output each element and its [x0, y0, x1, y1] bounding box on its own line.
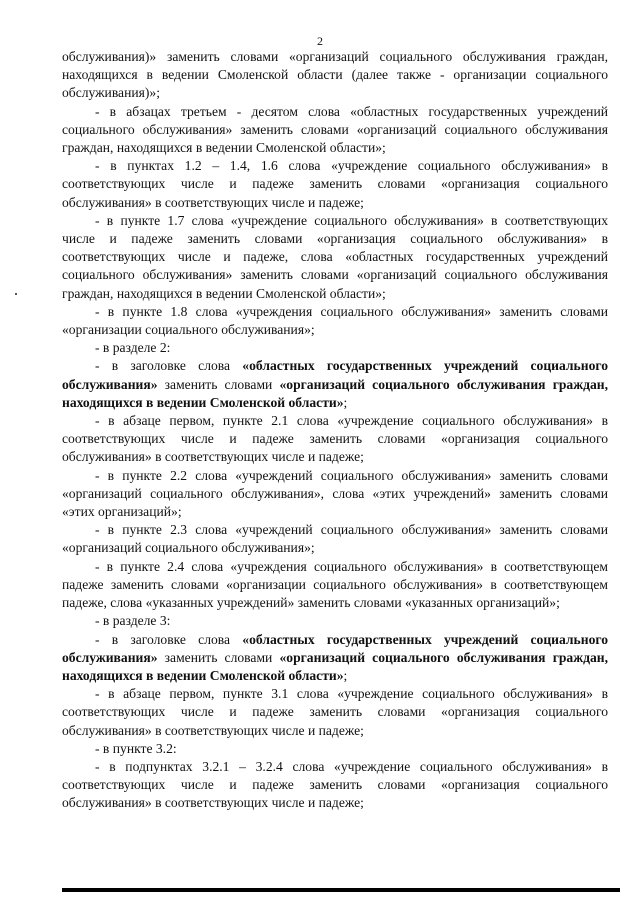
text-segment: - в абзацах третьем - десятом слова «областных государственных учреждений социального обслуживания» заменить словами «организаций социального обслуживания граждан, находящихся в ведении Смоленской области»; [62, 103, 608, 156]
paragraph [62, 740, 608, 758]
text-segment: ; [343, 394, 348, 410]
text-segment: - в подпунктах 3.2.1 – 3.2.4 слова «учреждение социального обслуживания» в соответствующих числе и падеже заменить словами «организация социального обслуживания» в соответствующих числе и падеже; [62, 758, 608, 811]
text-segment: - в пункте 2.3 слова «учреждений социального обслуживания» заменить словами «организаций социального обслуживания»; [62, 522, 608, 556]
text-segment: - в заголовке слова [95, 358, 243, 374]
paragraph [62, 157, 608, 212]
page-number: 2 [317, 34, 323, 48]
text-segment: обслуживания)» заменить словами «организаций социального обслуживания граждан, находящихся в ведении Смоленской области (далее также - организации социального обслуживания)»; [62, 49, 608, 101]
text-segment: заменить словами [157, 649, 280, 665]
page-bottom-rule [62, 888, 620, 892]
bold-text-segment: «организаций социального обслуживания граждан, находящихся в ведении Смоленской области» [62, 649, 608, 683]
paragraph [62, 685, 608, 740]
text-segment: - в пункте 1.8 слова «учреждения социального обслуживания» заменить словами «организации социального обслуживания»; [62, 303, 608, 338]
paragraph [62, 357, 608, 412]
text-segment: - в абзаце первом, пункте 2.1 слова «учреждение социального обслуживания» в соответствующих числе и падеже заменить словами «организация социального обслуживания» в соответствующих числе и падеже; [62, 413, 608, 465]
document-body [62, 48, 608, 813]
text-segment: заменить словами [157, 376, 280, 392]
paragraph [62, 212, 608, 303]
bold-text-segment: «областных государственных учреждений социального обслуживания» [62, 358, 608, 392]
text-segment: - в пункте 3.2: [95, 740, 177, 756]
text-segment: ; [343, 667, 348, 683]
text-segment: - в разделе 2: [95, 340, 171, 356]
paragraph [62, 303, 608, 339]
paragraph [62, 758, 608, 813]
text-segment: - в пунктах 1.2 – 1.4, 1.6 слова «учреждение социального обслуживания» в соответствующих числе и падеже заменить словами «организация социального обслуживания» в соответствующих числе и падеже; [62, 158, 608, 210]
paragraph [62, 339, 608, 357]
text-segment: - в разделе 3: [95, 613, 171, 629]
paragraph [62, 612, 608, 630]
text-segment: - в пункте 2.2 слова «учреждений социального обслуживания» заменить словами «организаций социального обслуживания», слова «этих учреждений» заменить словами «этих организаций»; [62, 467, 608, 520]
text-segment: - в абзаце первом, пункте 3.1 слова «учреждение социального обслуживания» в соответствующих числе и падеже заменить словами «организация социального обслуживания» в соответствующих числе и падеже; [62, 686, 608, 738]
text-segment: - в пункте 2.4 слова «учреждения социального обслуживания» в соответствующем падеже заменить словами «организации социального обслуживания» в соответствующем падеже, слова «указанных учреждений» заменить словами «указанных организаций»; [62, 558, 608, 611]
bold-text-segment: «областных государственных учреждений социального обслуживания» [62, 631, 608, 665]
paragraph [62, 521, 608, 557]
text-segment: - в пункте 1.7 слова «учреждение социального обслуживания» в соответствующих числе и падеже заменить словами «организация социального обслуживания» в соответствующих числе и падеже, слова «областных государственных учреждений социального обслуживания» заменить словами «организаций социального обслуживания граждан, находящихся в ведении Смоленской области»; [62, 212, 608, 301]
paragraph [62, 103, 608, 158]
paragraph [62, 412, 608, 467]
paragraph [62, 631, 608, 686]
scan-speck [15, 293, 17, 295]
paragraph [62, 467, 608, 522]
text-segment: - в заголовке слова [95, 631, 243, 647]
bold-text-segment: «организаций социального обслуживания граждан, находящихся в ведении Смоленской области» [62, 376, 608, 410]
paragraph [62, 48, 608, 103]
paragraph [62, 558, 608, 613]
